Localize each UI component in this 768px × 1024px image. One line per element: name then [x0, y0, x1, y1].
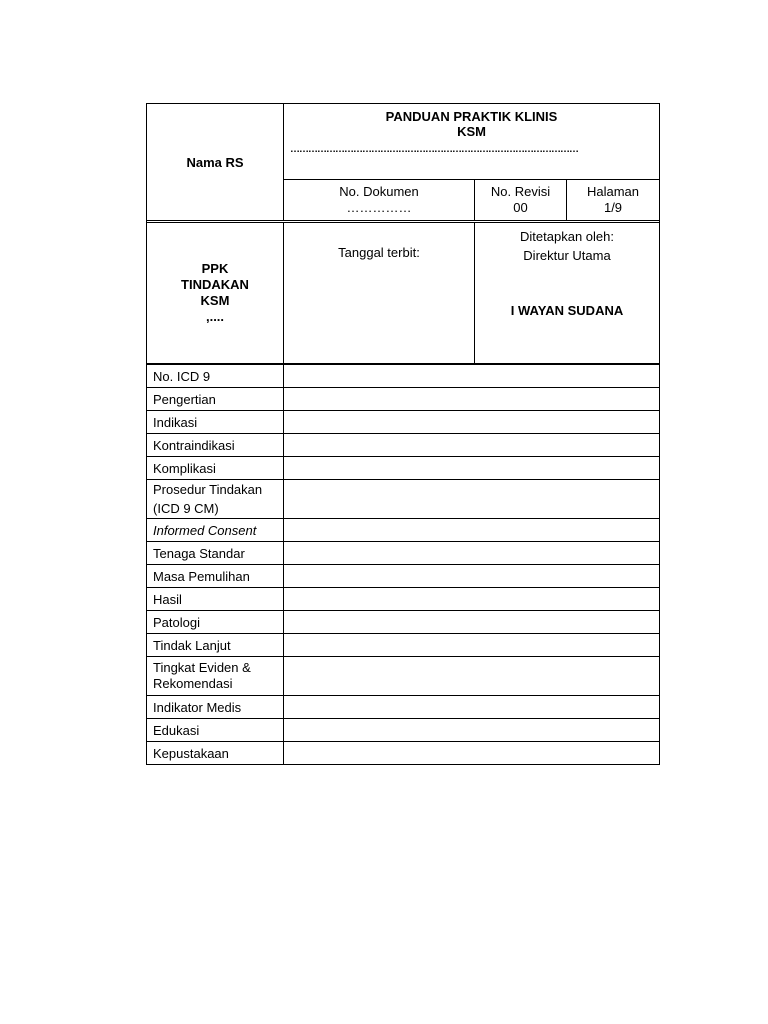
row-value[interactable]: [284, 434, 660, 457]
row-label: Prosedur Tindakan (ICD 9 CM): [147, 480, 284, 519]
ppk-content-table: [146, 364, 660, 765]
row-value[interactable]: [284, 657, 660, 696]
table-row: [147, 719, 660, 742]
document-header-table: [146, 103, 660, 364]
document-title-cell: [284, 104, 660, 180]
row-label: Pengertian: [147, 388, 284, 411]
row-label: Tenaga Standar: [147, 542, 284, 565]
table-row: [147, 411, 660, 434]
ppk-line-3: KSM: [200, 293, 230, 308]
row-label: Indikator Medis: [147, 696, 284, 719]
row-label: Patologi: [147, 611, 284, 634]
hospital-name-cell: Nama RS: [147, 104, 284, 221]
row-value[interactable]: [284, 588, 660, 611]
table-row: [147, 611, 660, 634]
row-label: Hasil: [147, 588, 284, 611]
row-label: No. ICD 9: [147, 365, 284, 388]
set-by-role: Direktur Utama: [523, 248, 611, 263]
revision-label: No. Revisi: [490, 184, 551, 199]
table-row: [147, 519, 660, 542]
revision-cell: [475, 180, 567, 221]
row-label: Masa Pemulihan: [147, 565, 284, 588]
title-line-2: KSM: [457, 124, 486, 139]
document-number-value: ……………: [346, 200, 412, 215]
row-value[interactable]: [284, 365, 660, 388]
row-value[interactable]: [284, 388, 660, 411]
row-value[interactable]: [284, 457, 660, 480]
row-value[interactable]: [284, 519, 660, 542]
page-cell: [567, 180, 660, 221]
issue-date-cell: [284, 223, 475, 364]
ppk-line-2: TINDAKAN: [181, 277, 249, 292]
table-row: [147, 542, 660, 565]
ppk-title-cell: [147, 223, 284, 364]
row-value[interactable]: [284, 742, 660, 765]
table-row: [147, 434, 660, 457]
document-number-label: No. Dokumen: [339, 184, 419, 199]
row-label: Komplikasi: [147, 457, 284, 480]
ppk-line-4: ,....: [205, 309, 225, 324]
table-row: [147, 657, 660, 696]
page-label: Halaman: [586, 184, 640, 199]
table-row: [147, 480, 660, 519]
row-value[interactable]: [284, 480, 660, 519]
table-row: [147, 388, 660, 411]
row-label: Informed Consent: [147, 519, 284, 542]
row-value[interactable]: [284, 565, 660, 588]
ppk-line-1: PPK: [201, 261, 229, 276]
issue-date-label: Tanggal terbit:: [338, 245, 420, 260]
row-label: Tindak Lanjut: [147, 634, 284, 657]
row-label: Kepustakaan: [147, 742, 284, 765]
document-number-cell: [284, 180, 475, 221]
set-by-label: Ditetapkan oleh:: [520, 229, 614, 244]
table-row: [147, 588, 660, 611]
row-label: Kontraindikasi: [147, 434, 284, 457]
row-value[interactable]: [284, 611, 660, 634]
row-label: Edukasi: [147, 719, 284, 742]
title-line-1: PANDUAN PRAKTIK KLINIS: [385, 109, 558, 124]
page-value: 1/9: [603, 200, 623, 215]
revision-value: 00: [513, 200, 528, 215]
table-row: [147, 565, 660, 588]
table-row: [147, 634, 660, 657]
row-label: Tingkat Eviden & Rekomendasi: [147, 657, 284, 696]
title-dots: ……………………………………………………………………………………: [290, 144, 578, 155]
table-row: [147, 365, 660, 388]
approval-cell: [475, 223, 660, 364]
table-row: [147, 742, 660, 765]
row-value[interactable]: [284, 542, 660, 565]
ppk-document: [146, 103, 659, 765]
row-value[interactable]: [284, 719, 660, 742]
row-value[interactable]: [284, 696, 660, 719]
table-row: [147, 696, 660, 719]
row-value[interactable]: [284, 634, 660, 657]
signer-name: I WAYAN SUDANA: [510, 303, 624, 318]
row-value[interactable]: [284, 411, 660, 434]
table-row: [147, 457, 660, 480]
row-label: Indikasi: [147, 411, 284, 434]
